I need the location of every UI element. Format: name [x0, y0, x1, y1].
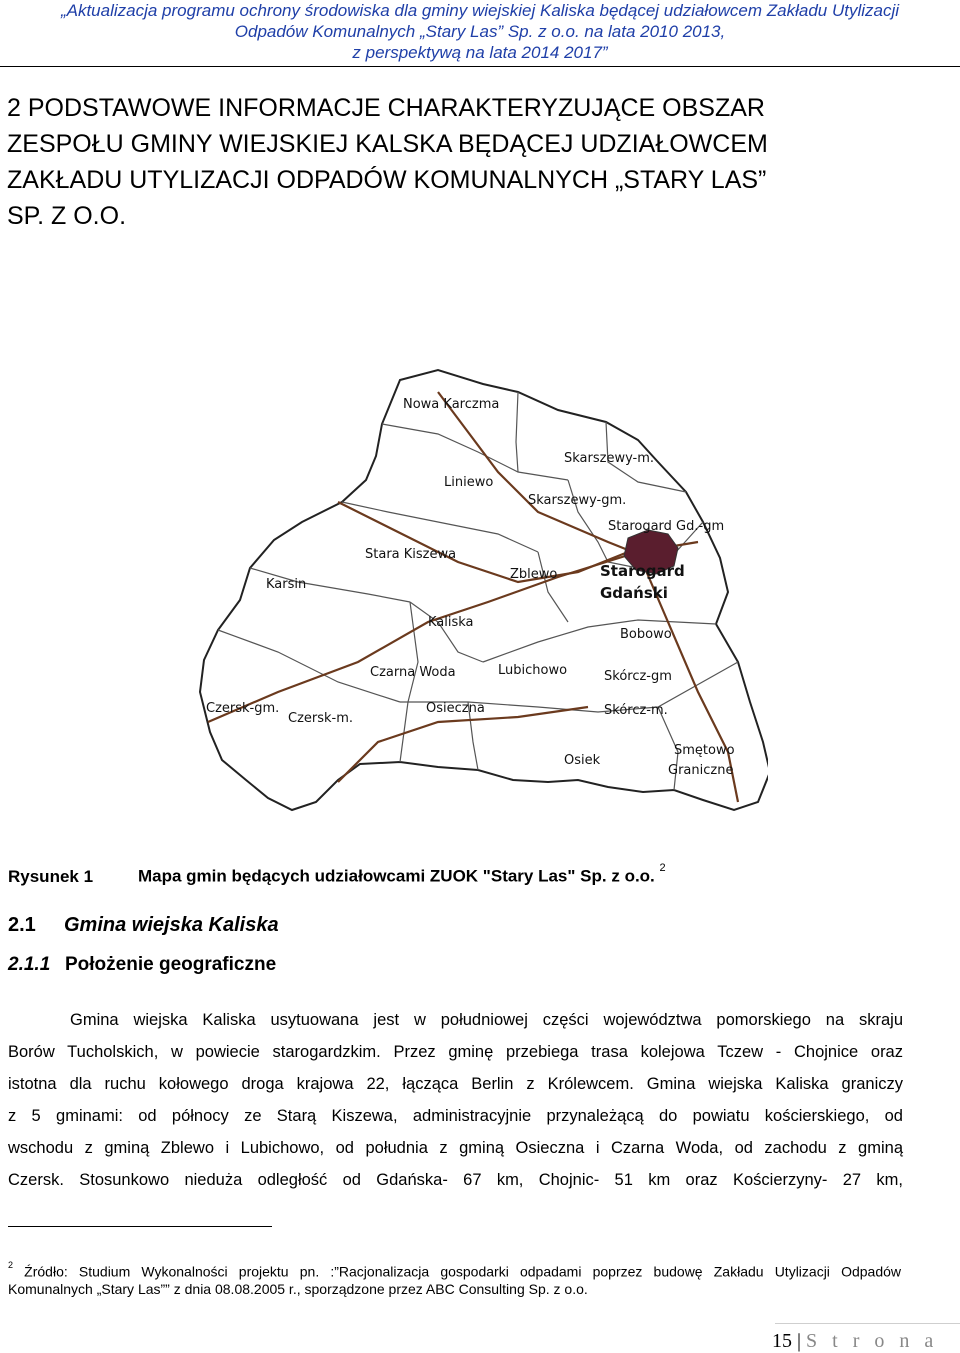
chapter-line-4: SP. Z O.O. — [7, 202, 127, 230]
caption-text: Mapa gmin będących udziałowcami ZUOK "Stary Las" Sp. z o.o. — [138, 866, 655, 886]
map-label: Lubichowo — [498, 663, 568, 678]
map-label: Bobowo — [620, 627, 672, 642]
page-word: S t r o n a — [806, 1330, 939, 1352]
chapter-line-3: ZAKŁADU UTYLIZACJI ODPADÓW KOMUNALNYCH „STARY LAS” — [7, 166, 767, 194]
map-label: Karsin — [266, 577, 307, 592]
page-separator: | — [797, 1330, 802, 1352]
chapter-line-2: ZESPOŁU GMINY WIEJSKIEJ KALSKA BĘDĄCEJ UDZIAŁOWCEM — [7, 130, 768, 158]
map-label: Liniewo — [444, 475, 494, 490]
subsection-number: 2.1.1 — [8, 954, 51, 975]
map-label: Skórcz-m. — [604, 703, 668, 718]
map-label: Starogard Gd.-gm — [608, 519, 725, 534]
map-svg — [138, 362, 768, 824]
caption-label: Rysunek 1 — [8, 866, 94, 886]
paragraph-line: wschodu z gminą Zblewo i Lubichowo, od południa z gminą Osieczna i Czarna Woda, od zachodu z gminą — [8, 1139, 903, 1157]
map-label: Czersk-m. — [288, 711, 354, 726]
footnote-line-2: Komunalnych „Stary Las”” z dnia 08.08.2005 r., sporządzone przez ABC Consulting Sp. z o.o. — [8, 1280, 588, 1297]
map-label: Kaliska — [428, 615, 474, 630]
page-footer — [772, 1330, 938, 1353]
paragraph-line: istotna dla ruchu kołowego droga krajowa 22, łącząca Berlin z Królewcem. Gmina wiejska Kaliska graniczy — [8, 1075, 903, 1093]
footnote-line-1: Źródło: Studium Wykonalności projektu pn. :”Racjonalizacja gospodarki odpadami poprzez budowę Zakładu Utylizacji Odpadów — [24, 1263, 902, 1280]
footnote — [8, 1260, 901, 1298]
paragraph-line: z 5 gminami: od północy ze Starą Kiszewa, administracyjnie przynależącą do powiatu kościerskiego, od — [8, 1107, 903, 1125]
chapter-line-1: 2 PODSTAWOWE INFORMACJE CHARAKTERYZUJĄCE OBSZAR — [7, 94, 765, 122]
map-label: Smętowo — [674, 743, 735, 758]
subsection-heading — [8, 954, 276, 976]
body-paragraph — [8, 1004, 903, 1196]
footnote-mark: 2 — [8, 1260, 14, 1270]
map-label: Graniczne — [668, 763, 734, 778]
map-label: Stara Kiszewa — [365, 547, 457, 562]
map-label: Skórcz-gm — [604, 669, 672, 684]
paragraph-line: Gmina wiejska Kaliska usytuowana jest w południowej części województwa pomorskiego na skraju — [70, 1011, 903, 1029]
section-title: Gmina wiejska Kaliska — [64, 914, 279, 936]
section-number: 2.1 — [8, 914, 36, 936]
map-label: Czersk-gm. — [206, 701, 280, 716]
figure-caption — [8, 862, 666, 887]
header-line-3: z perspektywą na lata 2014 2017” — [352, 43, 608, 62]
running-header — [0, 0, 960, 63]
map-label: Skarszewy-m. — [564, 451, 655, 466]
footer-rule — [775, 1323, 960, 1324]
page-number: 15 — [772, 1330, 792, 1352]
caption-footnote-ref[interactable]: 2 — [659, 862, 666, 874]
paragraph-line: Czersk. Stosunkowo nieduża odległość od Gdańska- 67 km, Chojnic- 51 km oraz Kościerzyny- 27 km, — [8, 1171, 903, 1189]
paragraph-line: Borów Tucholskich, w powiecie starogardzkim. Przez gminę przebiega trasa kolejowa Tczew - Chojnice oraz — [8, 1043, 903, 1061]
map-label: Zblewo — [510, 567, 558, 582]
map-label: Czarna Woda — [370, 665, 456, 680]
map-label: Nowa Karczma — [403, 397, 500, 412]
map-label: Starogard — [600, 562, 685, 580]
map-label: Osiek — [564, 753, 601, 768]
map-label: Gdański — [600, 584, 668, 602]
header-line-2: Odpadów Komunalnych „Stary Las” Sp. z o.o. na lata 2010 2013, — [234, 22, 726, 41]
footnote-separator — [8, 1226, 272, 1227]
map-label: Osieczna — [426, 701, 485, 716]
subsection-title: Położenie geograficzne — [65, 954, 277, 975]
map-figure — [138, 362, 768, 824]
map-label: Skarszewy-gm. — [528, 493, 627, 508]
header-rule — [0, 66, 960, 67]
header-line-1: „Aktualizacja programu ochrony środowiska dla gminy wiejskiej Kaliska będącej udziałowcem Zakładu Utylizacji — [60, 1, 900, 20]
section-heading — [8, 914, 279, 937]
chapter-heading — [7, 90, 947, 234]
